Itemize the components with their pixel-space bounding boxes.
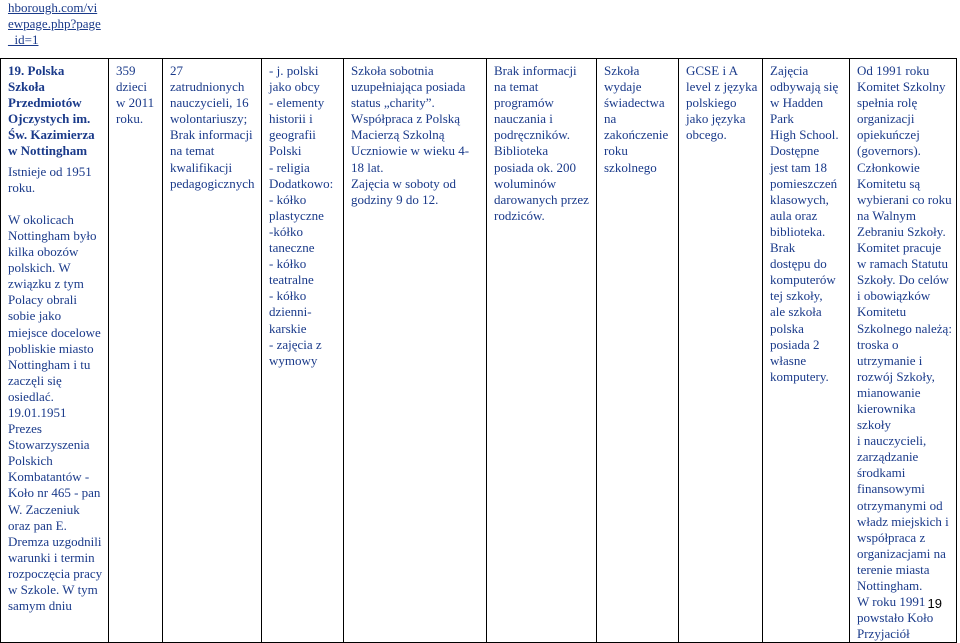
certificates-info: Szkoła wydaje świadectwa na zakończenie roku szkolnego: [604, 63, 669, 175]
students-count-cell: [109, 59, 163, 643]
school-status-cell: [344, 59, 487, 643]
page-number: 19: [927, 596, 942, 611]
exams-info: GCSE i A level z języka polskiego jako języka obcego.: [686, 63, 758, 143]
school-name-cell: [1, 59, 109, 643]
programs-info: Brak informacji na temat programów nauczania i podręczników. Biblioteka posiada ok. 200 woluminów darowanych przez rodziców.: [494, 63, 589, 223]
exams-cell: [679, 59, 763, 643]
teachers-info: 27 zatrudnionych nauczycieli, 16 wolontariuszy; Brak informacji na temat kwalifikacji pedagogicznych: [170, 63, 255, 191]
school-title: 19. Polska Szkoła Przedmiotów Ojczystych im. Św. Kazimierza w Nottingham: [8, 63, 95, 159]
committee-info: Od 1991 roku Komitet Szkolny spełnia rolę organizacji opiekuńczej (governors). Członkowie Komitetu są wybierani co roku na Walnym Zebraniu Szkoły. Komitet pracuje w ramach Statutu Szkoły. Do celów i obowiązków Komitetu Szkolnego należą: troska o utrzymanie i rozwój Szkoły, mianowanie kierownika szkoły i nauczycieli, zarządzanie środkami finansowymi otrzymanymi od władz miejskich i współpraca z organizacjami na terenie miasta Nottingham. W roku 1991 powstało Koło Przyjaciół: [857, 63, 952, 642]
school-info-table: [0, 58, 957, 643]
programs-cell: [487, 59, 597, 643]
facilities-info: Zajęcia odbywają się w Hadden Park High School. Dostępne jest tam 18 pomieszczeń klasowych, aula oraz biblioteka. Brak dostępu do komputerów tej szkoły, ale szkoła polska posiada 2 własne komputery.: [770, 63, 839, 384]
certificates-cell: [597, 59, 679, 643]
table-row: [1, 59, 957, 643]
students-count: 359 dzieci w 2011 roku.: [116, 63, 155, 127]
school-status: Szkoła sobotnia uzupełniająca posiada status „charity”. Współpraca z Polską Macierzą Szkolną Uczniowie w wieku 4- 18 lat. Zajęcia w soboty od godziny 9 do 12.: [351, 63, 470, 207]
facilities-cell: [763, 59, 850, 643]
source-url[interactable]: hborough.com/vi ewpage.php?page _id=1: [8, 0, 101, 47]
school-history: Istnieje od 1951 roku. W okolicach Nottingham było kilka obozów polskich. W związku z tym Polacy obrali sobie jako miejsce docelowe pobliskie miasto Nottingham i tu zaczęli się osiedlać. 19.01.1951 Prezes Stowarzyszenia Polskich Kombatantów - Koło nr 465 - pan W. Zaczeniuk oraz pan E. Dremza uzgodnili warunki i termin rozpoczęcia pracy w Szkole. W tym samym dniu: [8, 163, 103, 614]
committee-cell: [850, 59, 957, 643]
subjects-list: - j. polski jako obcy - elementy historii i geografii Polski - religia Dodatkowo: - kółko plastyczne -kółko taneczne - kółko teatralne - kółko dzienni- karskie - zajęcia z wymowy: [269, 63, 334, 368]
subjects-cell: [262, 59, 344, 643]
teachers-cell: [163, 59, 262, 643]
